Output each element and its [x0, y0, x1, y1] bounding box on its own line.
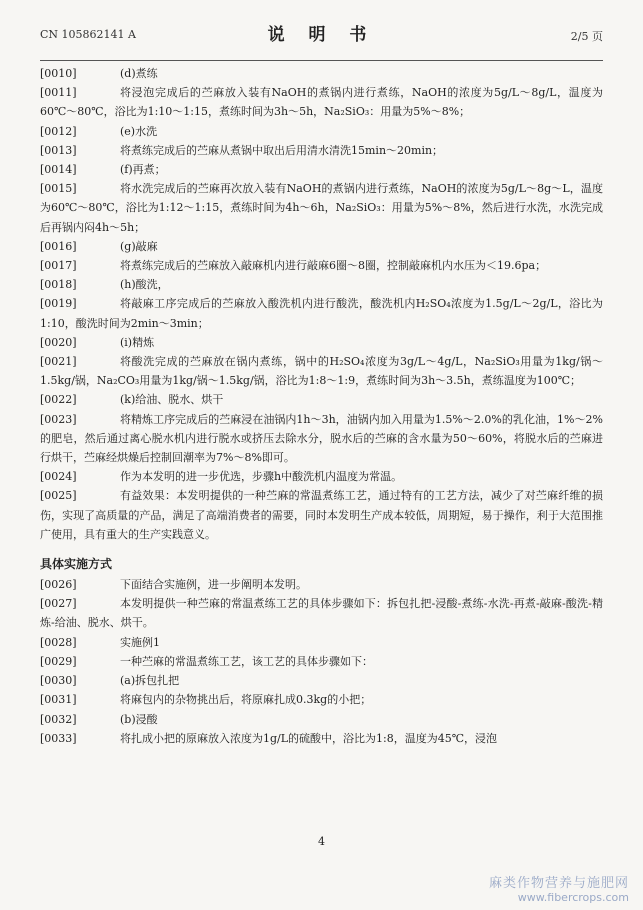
paragraph — [40, 710, 603, 729]
paragraph-number: [0015] — [40, 182, 77, 196]
paragraph-text: 下面结合实施例，进一步阐明本发明。 — [120, 578, 307, 592]
paragraph-text: 一种苎麻的常温煮练工艺，该工艺的具体步骤如下： — [120, 654, 373, 668]
paragraph — [40, 690, 603, 709]
paragraph-number: [0025] — [40, 489, 77, 503]
paragraph-number: [0021] — [40, 355, 77, 369]
paragraph — [40, 333, 603, 352]
paragraph-text: 将敲麻工序完成后的苎麻放入酸洗机内进行酸洗，酸洗机内H₂SO₄浓度为1.5g/L～2g/L，浴比为1:10，酸洗时间为2min～3min； — [40, 297, 603, 330]
paragraph-number: [0028] — [40, 635, 77, 649]
paragraph-group-1 — [40, 64, 603, 544]
paragraph — [40, 486, 603, 544]
paragraph — [40, 594, 603, 632]
paragraph — [40, 729, 603, 748]
paragraph-text: (k)给油、脱水、烘干 — [120, 393, 224, 407]
paragraph-text: (d)煮练 — [120, 67, 158, 80]
paragraph-text: (i)精炼 — [120, 335, 155, 349]
paragraph-number: [0011] — [40, 86, 77, 100]
paragraph — [40, 83, 603, 121]
document-title: 说 明 书 — [267, 25, 376, 45]
paragraph-group-2 — [40, 575, 603, 748]
paragraph-number: [0032] — [40, 712, 77, 726]
paragraph — [40, 64, 603, 83]
paragraph-text: (e)水洗 — [120, 124, 158, 138]
paragraph-number: [0012] — [40, 124, 77, 138]
paragraph-text: 将浸泡完成后的苎麻放入装有NaOH的煮锅内进行煮练，NaOH的浓度为5g/L～8g/L，温度为60℃～80℃，浴比为1:10～1:15，煮练时间为3h～5h，Na₂SiO₃：用量为5%～8%； — [40, 86, 603, 119]
paragraph-text: 将水洗完成后的苎麻再次放入装有NaOH的煮锅内进行煮练，NaOH的浓度为5g/L～8g～L，温度为60℃～80℃，浴比为1:12～1:15，煮练时间为4h～6h，Na₂SiO₃：用量为5%～8%，然后进行水洗，水洗完成后再锅内闷4h～5h； — [40, 182, 603, 234]
paragraph-text: 将酸洗完成的苎麻放在锅内煮练，锅中的H₂SO₄浓度为3g/L～4g/L，Na₂SiO₃用量为1kg/锅～1.5kg/锅，Na₂CO₃用量为1kg/锅～1.5kg/锅，浴比为1:8～1:9，煮练时间为3h～3.5h，煮练温度为100℃； — [40, 355, 603, 388]
paragraph — [40, 467, 603, 486]
paragraph-number: [0029] — [40, 654, 77, 668]
page-number: 4 — [318, 835, 325, 848]
paragraph — [40, 671, 603, 690]
page-label: 2/5 页 — [570, 30, 603, 43]
paragraph-text: 本发明提供一种苎麻的常温煮练工艺的具体步骤如下：拆包扎把-浸酸-煮练-水洗-再煮-敲麻-酸洗-精炼-给油、脱水、烘干。 — [40, 597, 603, 630]
paragraph — [40, 122, 603, 141]
paragraph-number: [0031] — [40, 693, 77, 707]
paragraph — [40, 575, 603, 594]
paragraph-number: [0013] — [40, 143, 77, 157]
paragraph-number: [0022] — [40, 393, 77, 407]
paragraph-number: [0024] — [40, 470, 77, 484]
paragraph-number: [0023] — [40, 412, 77, 426]
paragraph-text: (g)敲麻 — [120, 239, 158, 253]
paragraph — [40, 294, 603, 332]
paragraph-text: 将扎成小把的原麻放入浓度为1g/L的硫酸中，浴比为1:8，温度为45℃，浸泡 — [120, 731, 498, 745]
paragraph — [40, 652, 603, 671]
paragraph-number: [0020] — [40, 335, 77, 349]
paragraph-number: [0030] — [40, 674, 77, 688]
paragraph-text: (a)拆包扎把 — [120, 674, 180, 688]
paragraph-text: 实施例1 — [120, 635, 160, 649]
paragraph-number: [0019] — [40, 297, 77, 311]
document-number: CN 105862141 A — [40, 28, 136, 41]
paragraph — [40, 410, 603, 468]
paragraph — [40, 256, 603, 275]
paragraph-text: (b)浸酸 — [120, 712, 158, 726]
paragraph-text: 将煮练完成后的苎麻从煮锅中取出后用清水清洗15min～20min； — [120, 143, 444, 157]
paragraph-number: [0010] — [40, 67, 77, 80]
paragraph — [40, 275, 603, 294]
paragraph — [40, 160, 603, 179]
page-header — [40, 14, 603, 45]
paragraph — [40, 179, 603, 237]
paragraph — [40, 390, 603, 409]
paragraph — [40, 633, 603, 652]
watermark-title: 麻类作物营养与施肥网 — [488, 876, 629, 891]
paragraph-text: 作为本发明的进一步优选，步骤h中酸洗机内温度为常温。 — [120, 470, 403, 484]
paragraph-text: 将精炼工序完成后的苎麻浸在油锅内1h～3h，油锅内加入用量为1.5%～2.0%的乳化油，1%～2%的肥皂，然后通过离心脱水机内进行脱水或挤压去除水分，脱水后的苎麻的含水量为50～60%，将脱水后的苎麻进行烘干，苎麻经烘燥后控制回潮率为7%～8%即可。 — [40, 412, 603, 465]
watermark — [489, 872, 629, 904]
paragraph-text: 将麻包内的杂物挑出后，将原麻扎成0.3kg的小把； — [120, 693, 372, 707]
paragraph-text: 将煮练完成后的苎麻放入敲麻机内进行敲麻6圈～8圈，控制敲麻机内水压为＜19.6pa； — [120, 259, 547, 273]
section-heading: 具体实施方式 — [40, 557, 113, 572]
header-divider — [40, 60, 603, 61]
paragraph-number: [0018] — [40, 278, 77, 292]
paragraph — [40, 237, 603, 256]
document-body — [40, 64, 603, 748]
paragraph-number: [0014] — [40, 163, 77, 177]
paragraph — [40, 141, 603, 160]
paragraph-text: 有益效果：本发明提供的一种苎麻的常温煮练工艺，通过特有的工艺方法，减少了对苎麻纤维的损伤，实现了高质量的产品，满足了高端消费者的需要，同时本发明生产成本较低，周期短，易于操作，利于大范围推广使用，具有重大的生产实践意义。 — [40, 489, 603, 541]
paragraph-number: [0017] — [40, 259, 77, 273]
paragraph-number: [0033] — [40, 731, 77, 745]
paragraph-number: [0016] — [40, 239, 77, 253]
paragraph-text: (h)酸洗， — [120, 278, 169, 292]
paragraph-number: [0027] — [40, 597, 77, 611]
paragraph-text: (f)再煮； — [120, 163, 166, 177]
paragraph-number: [0026] — [40, 578, 77, 592]
watermark-url: www.fibercrops.com — [517, 891, 629, 904]
paragraph — [40, 352, 603, 390]
